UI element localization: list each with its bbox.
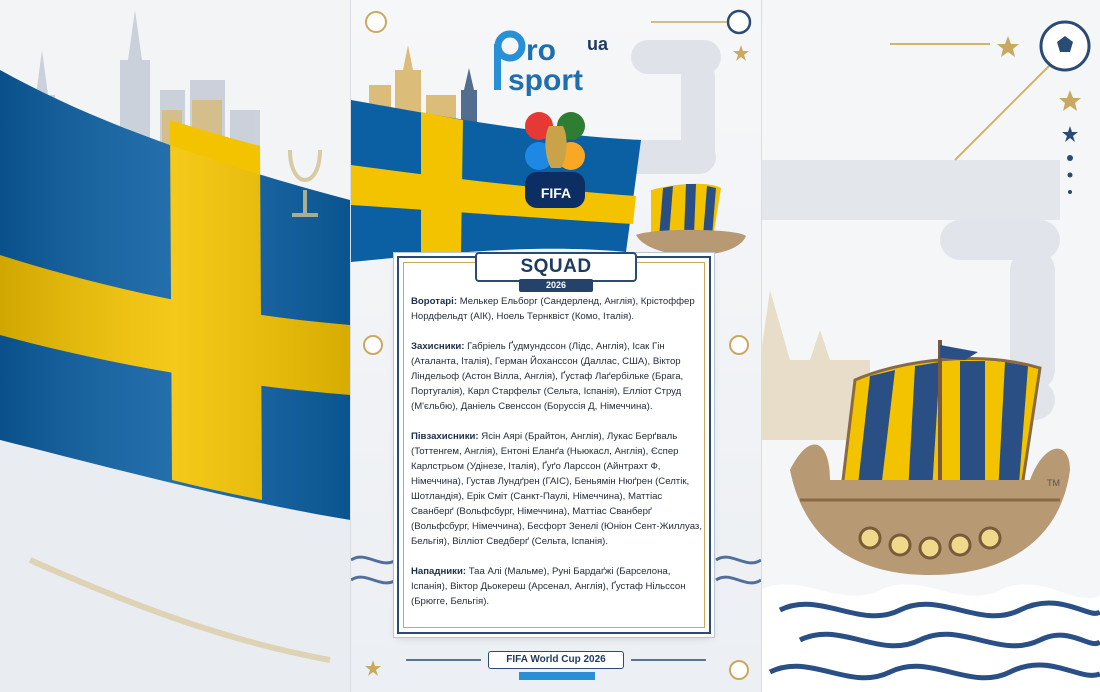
left-background (0, 0, 350, 692)
squad-poster (350, 0, 762, 692)
midfielders-heading: Півзахисники: (411, 431, 479, 442)
fifa-world-cup-emblem (521, 108, 591, 210)
defenders-list: Габріель Ґудмундссон (Лідс, Англія), Ісак Гін (Аталанта, Італія), Герман Йоханссон (Даллас, США), Віктор Ліндельоф (Астон Вілла, Англія), Ґустаф Лаґербільке (Брага, Португалія), Карл Старфельт (Сельта, Іспанія), Елліот Струд (М'єльбю), Даніель Свенссон (Боруссія Д, Німеччина). (411, 341, 684, 412)
right-background (760, 0, 1100, 692)
star-icon (997, 36, 1019, 57)
logo-text-ua: ua (587, 34, 609, 54)
goalkeepers-section (411, 294, 703, 324)
forwards-heading: Нападники: (411, 566, 467, 577)
sweden-flag-illustration (0, 0, 350, 692)
forwards-list: Таа Алі (Мальме), Руні Бардаґжі (Барселона, Іспанія), Віктор Дьокереш (Арсенал, Англія), Ґустаф Нільссон (Брюгге, Бельгія). (411, 566, 686, 607)
forwards-section (411, 564, 703, 609)
footer-label: FIFA World Cup 2026 (488, 651, 624, 669)
midfielders-list: Ясін Аярі (Брайтон, Англія), Лукас Берґваль (Тоттенгем, Англія), Ентоні Еланґа (Ньюкасл, Англія), Єспер Карлстрьом (Удінезе, Італія), Ґуґо Ларссон (Айнтрахт Ф, Німеччина), Густав Лундґрен (ГАІС), Беньямін Нюґрен (Селтік, Шотландія), Ерік Сміт (Санкт-Паулі, Німеччина), Маттіас Сванберґ (Вольфсбург, Німеччина), Маттіас Сванберґ (Вольфсбург, Німеччина), Бесфорт Зенелі (Юніон Сент-Жиллуаз, Бельгія), Вілліот Сведберґ (Сельта, Іспанія). (411, 431, 703, 547)
trademark-label: TM (1047, 478, 1060, 488)
fifa-label: FIFA (540, 185, 572, 201)
football-icon (366, 12, 386, 32)
football-icon (364, 336, 382, 354)
star-icon (1059, 90, 1081, 111)
logo-text-sport: sport (508, 64, 583, 97)
squad-list (411, 294, 703, 624)
football-icon (730, 661, 748, 679)
star-icon (1062, 126, 1078, 142)
viking-ship-illustration (760, 0, 1100, 692)
logo-mark-icon (494, 28, 634, 98)
squad-title: SQUAD (475, 252, 637, 282)
goalkeepers-list: Мелькер Ельборг (Сандерленд, Англія), Крістоффер Нордфельдт (АІК), Ноель Тернквіст (Комо, Італія). (411, 296, 695, 322)
defenders-heading: Захисники: (411, 341, 465, 352)
football-icon (730, 336, 748, 354)
football-icon (728, 11, 750, 33)
logo-text-ro: ro (526, 34, 556, 67)
pro-ua-sport-logo (494, 28, 634, 98)
defenders-section (411, 339, 703, 414)
world-cup-26-emblem-icon (521, 108, 591, 210)
goalkeepers-heading: Воротарі: (411, 296, 458, 307)
squad-year-badge: 2026 (519, 279, 593, 292)
footer-accent-bar (519, 672, 595, 680)
midfielders-section (411, 429, 703, 549)
